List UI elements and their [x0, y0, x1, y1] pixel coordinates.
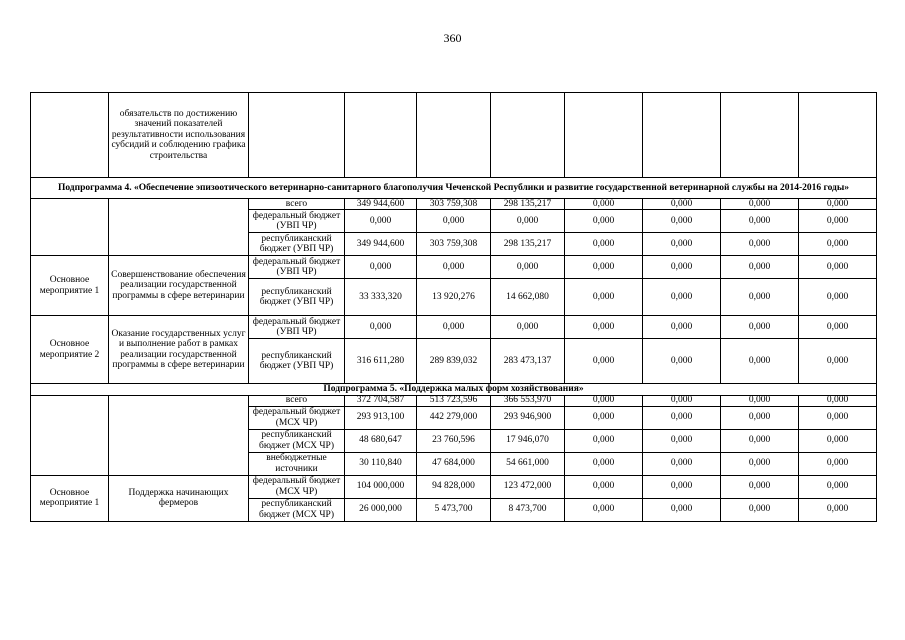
value-cell: 0,000: [721, 406, 799, 429]
measure-name: Оказание государственных услуг и выполнение работ в рамках реализации государственной программы в сфере ветеринарии: [109, 316, 249, 384]
funding-source: всего: [249, 199, 345, 210]
value-cell: 303 759,308: [417, 233, 491, 256]
value-cell: 0,000: [565, 210, 643, 233]
subprogram-title: Подпрограмма 5. «Поддержка малых форм хозяйствования»: [31, 384, 877, 396]
value-cell: 0,000: [417, 256, 491, 279]
value-cell: 283 473,137: [491, 339, 565, 384]
value-cell: 0,000: [799, 475, 877, 498]
subprogram-title-row: [31, 178, 877, 199]
value-cell: 0,000: [643, 233, 721, 256]
table-row: [31, 475, 877, 498]
value-cell: 0,000: [721, 395, 799, 406]
value-cell: 0,000: [565, 316, 643, 339]
value-cell: 0,000: [799, 210, 877, 233]
funding-source: республиканский бюджет (УВП ЧР): [249, 279, 345, 316]
measure-description: обязательств по достижению значений показателей результативности использования субсидий и соблюдению графика строительства: [109, 93, 249, 178]
value-cell: 26 000,000: [345, 498, 417, 521]
value-cell: 0,000: [417, 316, 491, 339]
value-cell: 0,000: [799, 316, 877, 339]
value-cell: 0,000: [799, 406, 877, 429]
value-cell: 0,000: [799, 256, 877, 279]
value-cell: 94 828,000: [417, 475, 491, 498]
funding-source: федеральный бюджет (МСХ ЧР): [249, 406, 345, 429]
funding-source: федеральный бюджет (УВП ЧР): [249, 256, 345, 279]
value-cell: 298 135,217: [491, 233, 565, 256]
value-cell: 0,000: [643, 256, 721, 279]
value-cell: 0,000: [643, 429, 721, 452]
value-cell: 0,000: [721, 429, 799, 452]
value-cell: 0,000: [491, 210, 565, 233]
value-cell: 0,000: [643, 452, 721, 475]
value-cell: 0,000: [565, 452, 643, 475]
budget-table: [30, 92, 877, 522]
value-cell: 0,000: [643, 316, 721, 339]
value-cell: 5 473,700: [417, 498, 491, 521]
value-cell: 289 839,032: [417, 339, 491, 384]
value-cell: 349 944,600: [345, 233, 417, 256]
value-cell: 0,000: [643, 199, 721, 210]
value-cell: 0,000: [643, 406, 721, 429]
funding-source: всего: [249, 395, 345, 406]
value-cell: 303 759,308: [417, 199, 491, 210]
value-cell: 33 333,320: [345, 279, 417, 316]
value-cell: 0,000: [565, 233, 643, 256]
value-cell: 47 684,000: [417, 452, 491, 475]
measure-label: Основное мероприятие 1: [31, 475, 109, 521]
table-row: [31, 316, 877, 339]
value-cell: 48 680,647: [345, 429, 417, 452]
table-row: [31, 256, 877, 279]
value-cell: 0,000: [721, 498, 799, 521]
funding-source: республиканский бюджет (МСХ ЧР): [249, 429, 345, 452]
value-cell: 0,000: [799, 498, 877, 521]
value-cell: 0,000: [799, 339, 877, 384]
value-cell: 0,000: [565, 406, 643, 429]
table-cell: [31, 93, 109, 178]
value-cell: 372 704,587: [345, 395, 417, 406]
funding-source: республиканский бюджет (УВП ЧР): [249, 339, 345, 384]
value-cell: 0,000: [565, 199, 643, 210]
value-cell: 0,000: [643, 339, 721, 384]
value-cell: 316 611,280: [345, 339, 417, 384]
value-cell: 0,000: [565, 256, 643, 279]
value-cell: 0,000: [417, 210, 491, 233]
value-cell: 0,000: [565, 339, 643, 384]
value-cell: 13 920,276: [417, 279, 491, 316]
value-cell: 0,000: [799, 452, 877, 475]
value-cell: 17 946,070: [491, 429, 565, 452]
value-cell: 0,000: [799, 233, 877, 256]
value-cell: 123 472,000: [491, 475, 565, 498]
value-cell: 0,000: [345, 210, 417, 233]
value-cell: 0,000: [643, 498, 721, 521]
value-cell: 293 946,900: [491, 406, 565, 429]
value-cell: 0,000: [721, 256, 799, 279]
value-cell: 0,000: [799, 429, 877, 452]
value-cell: 8 473,700: [491, 498, 565, 521]
funding-source: федеральный бюджет (УВП ЧР): [249, 210, 345, 233]
value-cell: 293 913,100: [345, 406, 417, 429]
value-cell: 0,000: [721, 452, 799, 475]
value-cell: 0,000: [721, 475, 799, 498]
value-cell: 0,000: [721, 339, 799, 384]
funding-source: федеральный бюджет (УВП ЧР): [249, 316, 345, 339]
measure-name: Поддержка начинающих фермеров: [109, 475, 249, 521]
value-cell: 0,000: [721, 199, 799, 210]
value-cell: 0,000: [643, 475, 721, 498]
value-cell: 0,000: [565, 475, 643, 498]
value-cell: 30 110,840: [345, 452, 417, 475]
table-row: [31, 199, 877, 210]
value-cell: 0,000: [721, 316, 799, 339]
page-number: 360: [443, 31, 462, 45]
subprogram-title: Подпрограмма 4. «Обеспечение эпизоотического ветеринарно-санитарного благополучия Чеченской Республики и развитие государственной ветеринарной службы на 2014-2016 годы»: [31, 178, 877, 199]
value-cell: 0,000: [643, 395, 721, 406]
funding-source: федеральный бюджет (МСХ ЧР): [249, 475, 345, 498]
value-cell: 0,000: [565, 279, 643, 316]
table-row: [31, 93, 877, 178]
value-cell: 54 661,000: [491, 452, 565, 475]
value-cell: 0,000: [565, 498, 643, 521]
value-cell: 349 944,600: [345, 199, 417, 210]
value-cell: 0,000: [721, 210, 799, 233]
measure-name: Совершенствование обеспечения реализации государственной программы в сфере ветеринарии: [109, 256, 249, 316]
value-cell: 0,000: [643, 279, 721, 316]
value-cell: 298 135,217: [491, 199, 565, 210]
value-cell: 104 000,000: [345, 475, 417, 498]
funding-source: республиканский бюджет (МСХ ЧР): [249, 498, 345, 521]
value-cell: 0,000: [491, 316, 565, 339]
value-cell: 0,000: [491, 256, 565, 279]
value-cell: 0,000: [799, 199, 877, 210]
value-cell: 366 553,970: [491, 395, 565, 406]
value-cell: 0,000: [565, 395, 643, 406]
value-cell: 0,000: [799, 279, 877, 316]
value-cell: 0,000: [643, 210, 721, 233]
value-cell: 513 723,596: [417, 395, 491, 406]
funding-source: республиканский бюджет (УВП ЧР): [249, 233, 345, 256]
measure-label: Основное мероприятие 1: [31, 256, 109, 316]
value-cell: 23 760,596: [417, 429, 491, 452]
value-cell: 442 279,000: [417, 406, 491, 429]
measure-label: Основное мероприятие 2: [31, 316, 109, 384]
table-row: [31, 395, 877, 406]
subprogram-title-row: [31, 384, 877, 396]
value-cell: 14 662,080: [491, 279, 565, 316]
funding-source: внебюджетные источники: [249, 452, 345, 475]
value-cell: 0,000: [345, 316, 417, 339]
value-cell: 0,000: [565, 429, 643, 452]
value-cell: 0,000: [345, 256, 417, 279]
value-cell: 0,000: [721, 279, 799, 316]
value-cell: 0,000: [799, 395, 877, 406]
value-cell: 0,000: [721, 233, 799, 256]
